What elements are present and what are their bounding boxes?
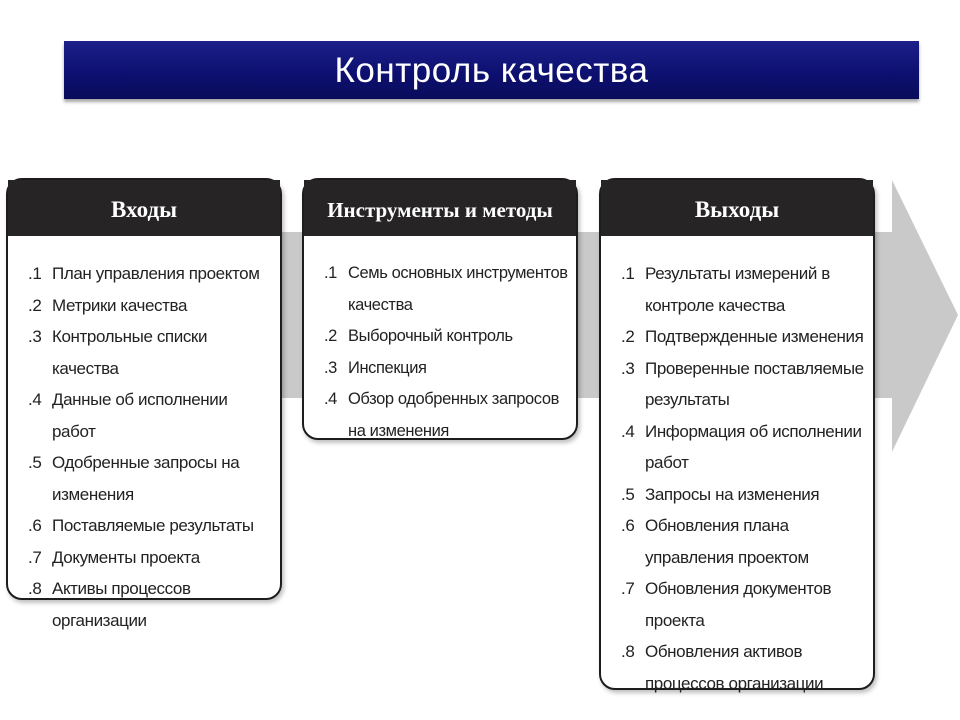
- list-item: [621, 510, 867, 573]
- list-item: [621, 258, 867, 321]
- tools-box: [302, 178, 578, 440]
- item-text: Обновления плана управления проектом: [645, 516, 809, 567]
- page-title: Контроль качества: [334, 51, 649, 90]
- item-number: .2: [28, 295, 42, 315]
- item-number: .3: [324, 358, 337, 377]
- item-number: .3: [621, 358, 635, 378]
- list-item: [324, 384, 570, 447]
- item-text: Поставляемые результаты: [52, 516, 254, 535]
- list-item: [621, 479, 867, 511]
- item-text: Запросы на изменения: [645, 484, 820, 504]
- item-text: Документы проекта: [52, 547, 200, 567]
- item-text: Выборочный контроль: [348, 327, 513, 345]
- item-number: .1: [621, 264, 635, 283]
- list-item: [621, 321, 867, 353]
- item-text: Одобренные запросы на изменения: [52, 453, 240, 504]
- item-number: .7: [28, 547, 42, 567]
- list-item: [324, 353, 570, 385]
- item-text: Обзор одобренных запросов на изменения: [348, 390, 559, 440]
- list-item: [28, 542, 274, 574]
- inputs-box: [6, 178, 282, 630]
- outputs-header: Выходы: [601, 180, 873, 236]
- list-item: [621, 416, 867, 479]
- item-number: .4: [28, 390, 42, 409]
- list-item: [28, 258, 274, 290]
- item-text: План управления проектом: [52, 264, 260, 283]
- list-item: [621, 636, 867, 699]
- list-item: [621, 573, 867, 636]
- list-item: [324, 321, 570, 353]
- item-text: Семь основных инструментов качества: [348, 264, 568, 314]
- list-item: [324, 258, 570, 321]
- list-item: [28, 510, 274, 542]
- list-item: [28, 321, 274, 384]
- item-text: Информация об исполнении работ: [645, 421, 862, 472]
- item-number: .8: [621, 642, 635, 661]
- item-number: .1: [324, 264, 337, 282]
- tools-list: [304, 236, 576, 447]
- item-number: .3: [28, 327, 42, 346]
- item-number: .5: [28, 453, 42, 472]
- list-item: [28, 290, 274, 322]
- item-number: .6: [621, 516, 635, 535]
- item-text: Метрики качества: [52, 295, 188, 315]
- item-text: Результаты измерений в контроле качества: [645, 264, 830, 315]
- outputs-box: [599, 178, 875, 693]
- item-text: Данные об исполнении работ: [52, 390, 228, 441]
- item-text: Активы процессов организации: [52, 579, 191, 630]
- item-text: Проверенные поставляемые результаты: [645, 358, 864, 409]
- item-number: .5: [621, 484, 635, 504]
- item-number: .8: [28, 579, 42, 598]
- item-text: Инспекция: [348, 358, 427, 377]
- item-text: Обновления документов проекта: [645, 579, 832, 630]
- list-item: [28, 384, 274, 447]
- item-number: .2: [324, 327, 337, 345]
- item-number: .2: [621, 327, 635, 346]
- item-number: .4: [324, 390, 337, 408]
- list-item: [28, 573, 274, 636]
- inputs-list: [8, 236, 280, 636]
- list-item: [28, 447, 274, 510]
- item-text: Обновления активов процессов организации: [645, 642, 824, 693]
- list-item: [621, 353, 867, 416]
- outputs-list: [601, 236, 873, 699]
- item-text: Контрольные списки качества: [52, 327, 208, 378]
- item-number: .4: [621, 421, 635, 441]
- item-text: Подтвержденные изменения: [645, 327, 864, 346]
- item-number: .7: [621, 579, 635, 598]
- inputs-header: Входы: [8, 180, 280, 236]
- item-number: .1: [28, 264, 42, 283]
- item-number: .6: [28, 516, 42, 535]
- tools-header: Инструменты и методы: [304, 180, 576, 236]
